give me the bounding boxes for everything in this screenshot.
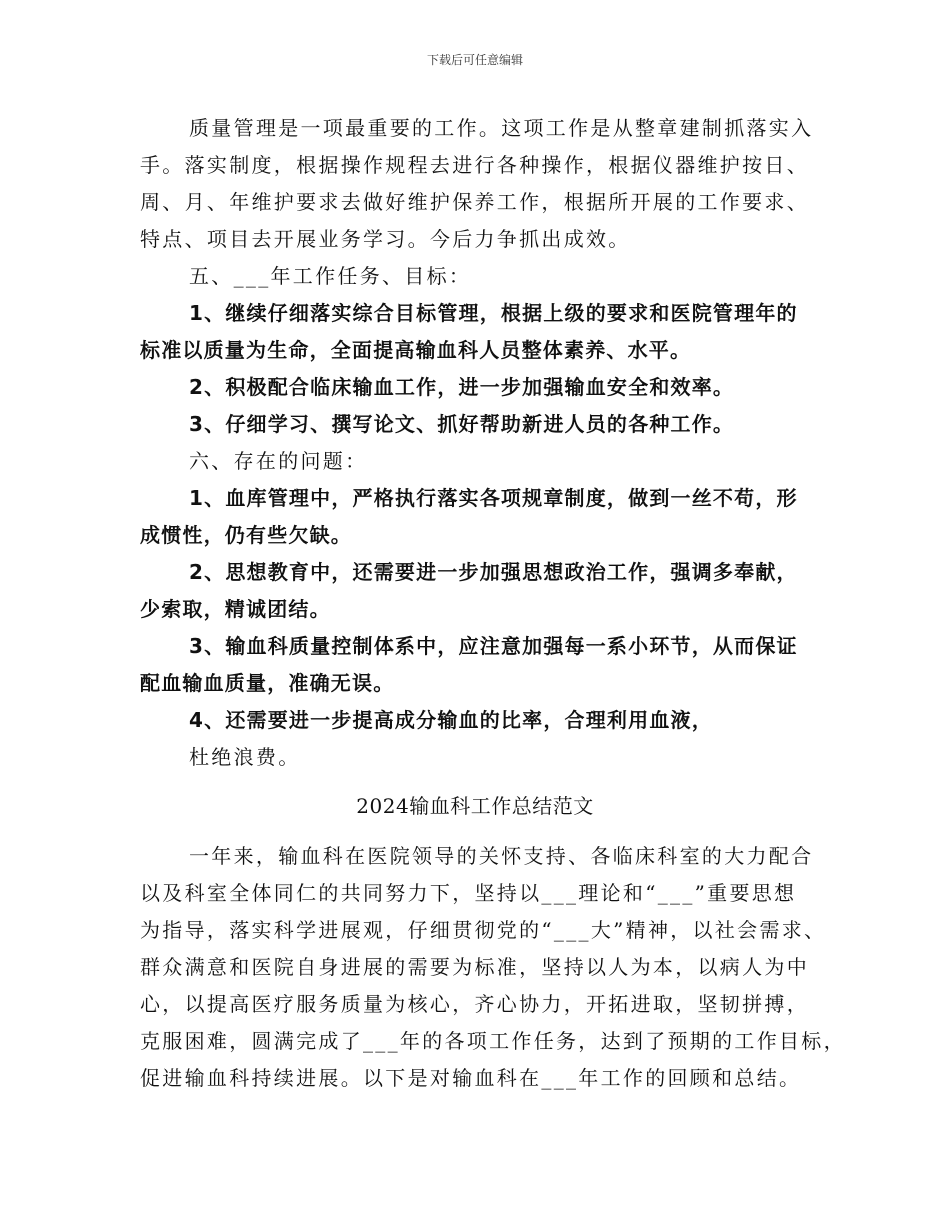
page-header-note: 下载后可任意编辑	[426, 53, 523, 67]
list-item-tail: 杜绝浪费。	[189, 745, 301, 769]
paragraph-line: 为指导，落实科学进展观，仔细贯彻党的“___大”精神，以社会需求、	[140, 918, 827, 942]
paragraph-line: 质量管理是一项最重要的工作。这项工作是从整章建制抓落实入	[189, 116, 814, 140]
paragraph-line: 特点、项目去开展业务学习。今后力争抓出成效。	[140, 227, 631, 251]
article-title: 2024输血科工作总结范文	[356, 794, 594, 818]
list-item: 1、继续仔细落实综合目标管理，根据上级的要求和医院管理年的	[189, 301, 798, 325]
list-item: 1、血库管理中，严格执行落实各项规章制度，做到一丝不苟，形	[189, 486, 798, 510]
list-item-continuation: 成惯性，仍有些欠缺。	[140, 523, 352, 547]
list-item: 2、积极配合临床输血工作，进一步加强输血安全和效率。	[189, 375, 735, 399]
paragraph-line: 心，以提高医疗服务质量为核心，齐心协力，开拓进取，坚韧拼搏，	[140, 992, 809, 1016]
paragraph-line: 手。落实制度，根据操作规程去进行各种操作，根据仪器维护按日、	[140, 153, 809, 177]
list-item: 3、输血科质量控制体系中，应注意加强每一系小环节，从而保证	[189, 634, 798, 658]
paragraph-line: 群众满意和医院自身进展的需要为标准，坚持以人为本，以病人为中	[140, 955, 809, 979]
list-item-continuation: 标准以质量为生命，全面提高输血科人员整体素养、水平。	[140, 338, 692, 362]
section-heading: 五、___年工作任务、目标：	[189, 264, 472, 288]
list-item: 3、仔细学习、撰写论文、抓好帮助新进人员的各种工作。	[189, 412, 735, 436]
paragraph-line: 周、月、年维护要求去做好维护保养工作，根据所开展的工作要求、	[140, 190, 809, 214]
list-item-continuation: 配血输血质量，准确无误。	[140, 671, 395, 695]
list-item: 2、思想教育中，还需要进一步加强思想政治工作，强调多奉献，	[189, 560, 798, 584]
list-item-continuation: 少索取，精诚团结。	[140, 597, 331, 621]
list-item: 4、还需要进一步提高成分输血的比率，合理利用血液，	[189, 708, 713, 732]
section-heading: 六、存在的问题：	[189, 449, 368, 473]
paragraph-line: 克服困难，圆满完成了___年的各项工作任务，达到了预期的工作目标，	[140, 1029, 846, 1053]
paragraph-line: 促进输血科持续进展。以下是对输血科在___年工作的回顾和总结。	[140, 1066, 802, 1090]
paragraph-line: 以及科室全体同仁的共同努力下，坚持以___理论和“___”重要思想	[140, 881, 797, 905]
paragraph-line: 一年来，输血科在医院领导的关怀支持、各临床科室的大力配合	[189, 844, 814, 868]
